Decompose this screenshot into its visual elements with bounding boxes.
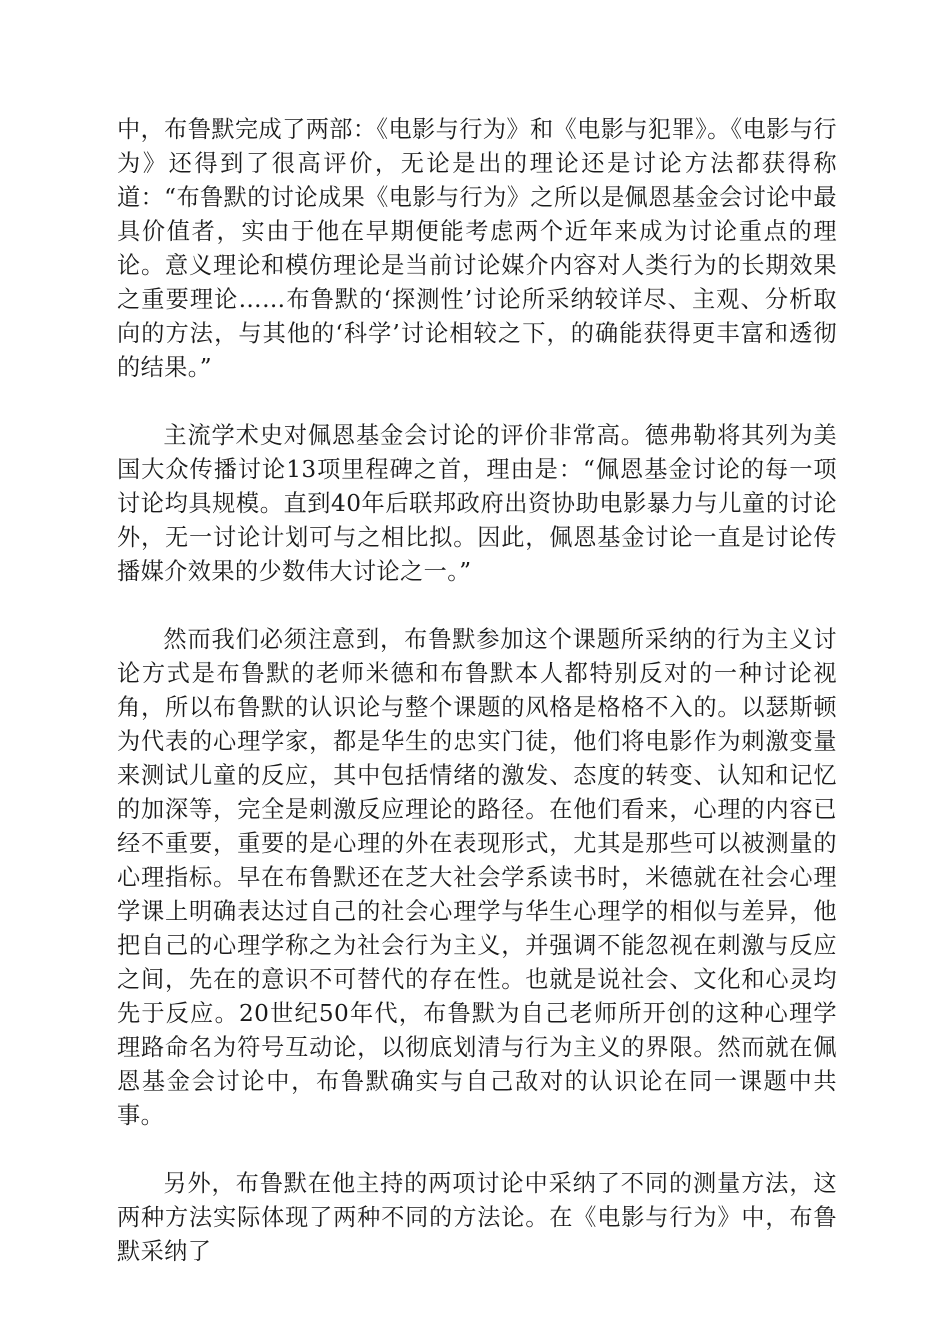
paragraph-continuation: 中，布鲁默完成了两部：《电影与行为》和《电影与犯罪》。《电影与行为》还得到了很高评价，无论是出的理论还是讨论方法都获得称道：“布鲁默的讨论成果《电影与行为》之所以是佩恩基金会讨论中最具价值者，实由于他在早期便能考虑两个近年来成为讨论重点的理论。意义理论和模仿理论是当前讨论媒介内容对人类行为的长期效果之重要理论……布鲁默的‘探测性’讨论所采纳较详尽、主观、分析取向的方法，与其他的‘科学’讨论相较之下，的确能获得更丰富和透彻的结果。” [117, 116, 837, 381]
paragraph-epistemology-conflict: 然而我们必须注意到，布鲁默参加这个课题所采纳的行为主义讨论方式是布鲁默的老师米德和布鲁默本人都特别反对的一种讨论视角，所以布鲁默的认识论与整个课题的风格是格格不入的。以瑟斯顿为代表的心理学家，都是华生的忠实门徒，他们将电影作为刺激变量来测试儿童的反应，其中包括情绪的激发、态度的转变、认知和记忆的加深等，完全是刺激反应理论的路径。在他们看来，心理的内容已经不重要，重要的是心理的外在表现形式，尤其是那些可以被测量的心理指标。早在布鲁默还在芝大社会学系读书时，米德就在社会心理学课上明确表达过自己的社会心理学与华生心理学的相似与差异，他把自己的心理学称之为社会行为主义，并强调不能忽视在刺激与反应之间，先在的意识不可替代的存在性。也就是说社会、文化和心灵均先于反应。20世纪50年代，布鲁默为自己老师所开创的这种心理学理路命名为符号互动论，以彻底划清与行为主义的界限。然而就在佩恩基金会讨论中，布鲁默确实与自己敌对的认识论在同一课题中共事。 [117, 626, 837, 1129]
document-page [117, 113, 837, 1269]
paragraph-measurement-methods: 另外，布鲁默在他主持的两项讨论中采纳了不同的测量方法，这两种方法实际体现了两种不同的方法论。在《电影与行为》中，布鲁默采纳了 [117, 1170, 837, 1265]
paragraph-academic-evaluation: 主流学术史对佩恩基金会讨论的评价非常高。德弗勒将其列为美国大众传播讨论13项里程碑之首，理由是：“佩恩基金讨论的每一项讨论均具规模。直到40年后联邦政府出资协助电影暴力与儿童的讨论外，无一讨论计划可与之相比拟。因此，佩恩基金讨论一直是讨论传播媒介效果的少数伟大讨论之一。” [117, 422, 837, 585]
